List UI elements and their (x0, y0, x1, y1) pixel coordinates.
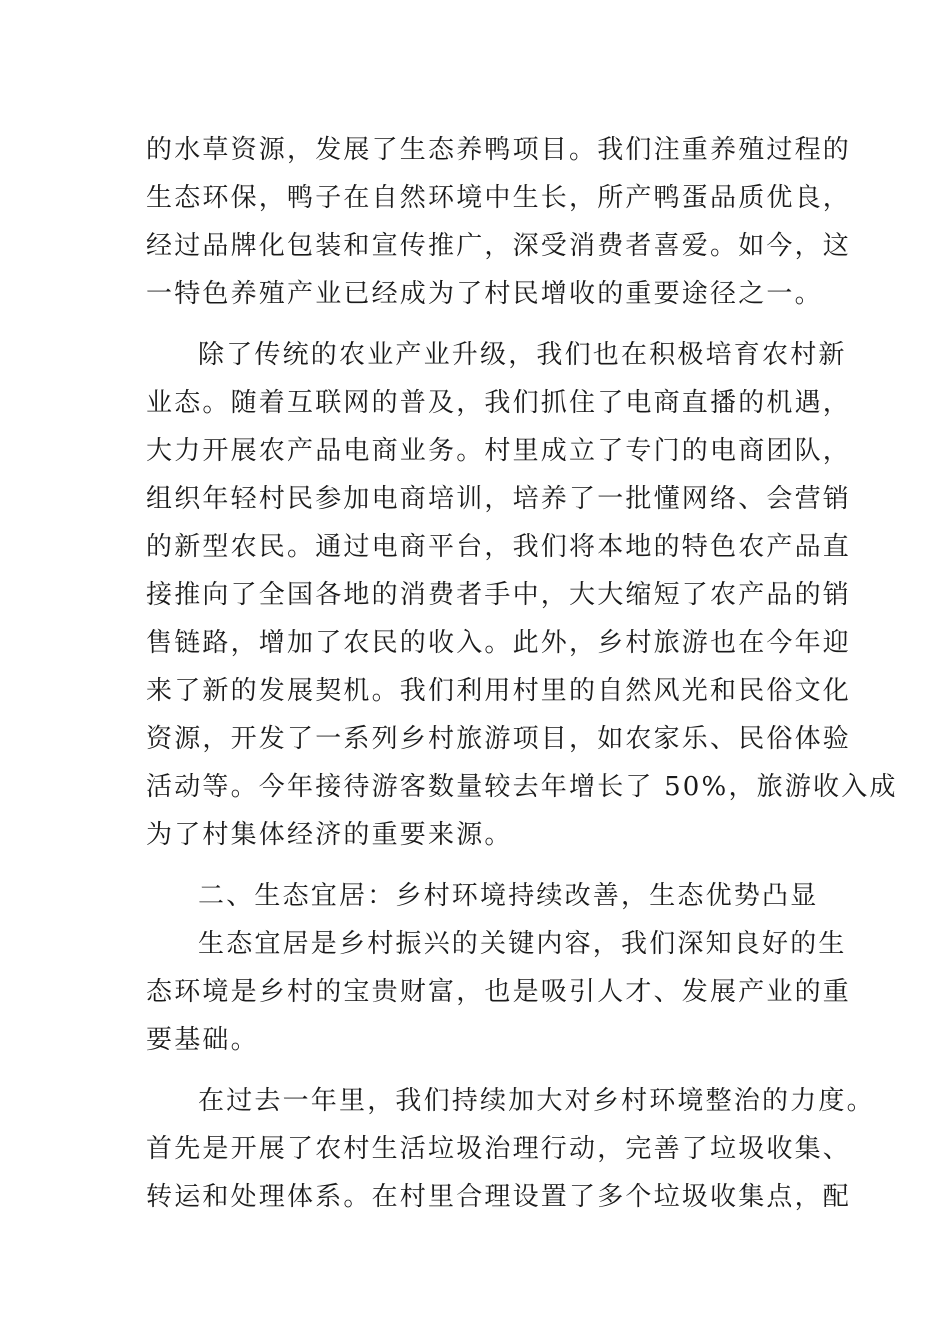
paragraph-line: 生态环保，鸭子在自然环境中生长，所产鸭蛋品质优良， (146, 183, 852, 213)
paragraph-line: 大力开展农产品电商业务。村里成立了专门的电商团队， (146, 436, 852, 466)
paragraph-line: 除了传统的农业产业升级，我们也在积极培育农村新 (198, 340, 847, 370)
paragraph-line: 来了新的发展契机。我们利用村里的自然风光和民俗文化 (146, 676, 852, 706)
paragraph-line: 经过品牌化包装和宣传推广，深受消费者喜爱。如今，这 (146, 231, 852, 261)
paragraph-line: 在过去一年里，我们持续加大对乡村环境整治的力度。 (198, 1086, 875, 1116)
paragraph-line: 一特色养殖产业已经成为了村民增收的重要途径之一。 (146, 279, 823, 309)
paragraph-line: 为了村集体经济的重要来源。 (146, 820, 513, 850)
paragraph-line: 首先是开展了农村生活垃圾治理行动，完善了垃圾收集、 (146, 1134, 852, 1164)
paragraph-line: 转运和处理体系。在村里合理设置了多个垃圾收集点，配 (146, 1182, 852, 1212)
paragraph-line: 业态。随着互联网的普及，我们抓住了电商直播的机遇， (146, 388, 852, 418)
paragraph-line: 售链路，增加了农民的收入。此外，乡村旅游也在今年迎 (146, 628, 852, 658)
paragraph-line: 资源，开发了一系列乡村旅游项目，如农家乐、民俗体验 (146, 724, 852, 754)
paragraph-line: 接推向了全国各地的消费者手中，大大缩短了农产品的销 (146, 580, 852, 610)
paragraph-line: 生态宜居是乡村振兴的关键内容，我们深知良好的生 (198, 929, 847, 959)
paragraph-line: 的新型农民。通过电商平台，我们将本地的特色农产品直 (146, 532, 852, 562)
section-heading: 二、生态宜居：乡村环境持续改善，生态优势凸显 (198, 881, 819, 911)
paragraph-line: 活动等。今年接待游客数量较去年增长了 50%，旅游收入成 (146, 772, 898, 802)
paragraph-line: 态环境是乡村的宝贵财富，也是吸引人才、发展产业的重 (146, 977, 852, 1007)
paragraph-line: 的水草资源，发展了生态养鸭项目。我们注重养殖过程的 (146, 135, 852, 165)
paragraph-line: 组织年轻村民参加电商培训，培养了一批懂网络、会营销 (146, 484, 852, 514)
paragraph-line: 要基础。 (146, 1025, 259, 1055)
